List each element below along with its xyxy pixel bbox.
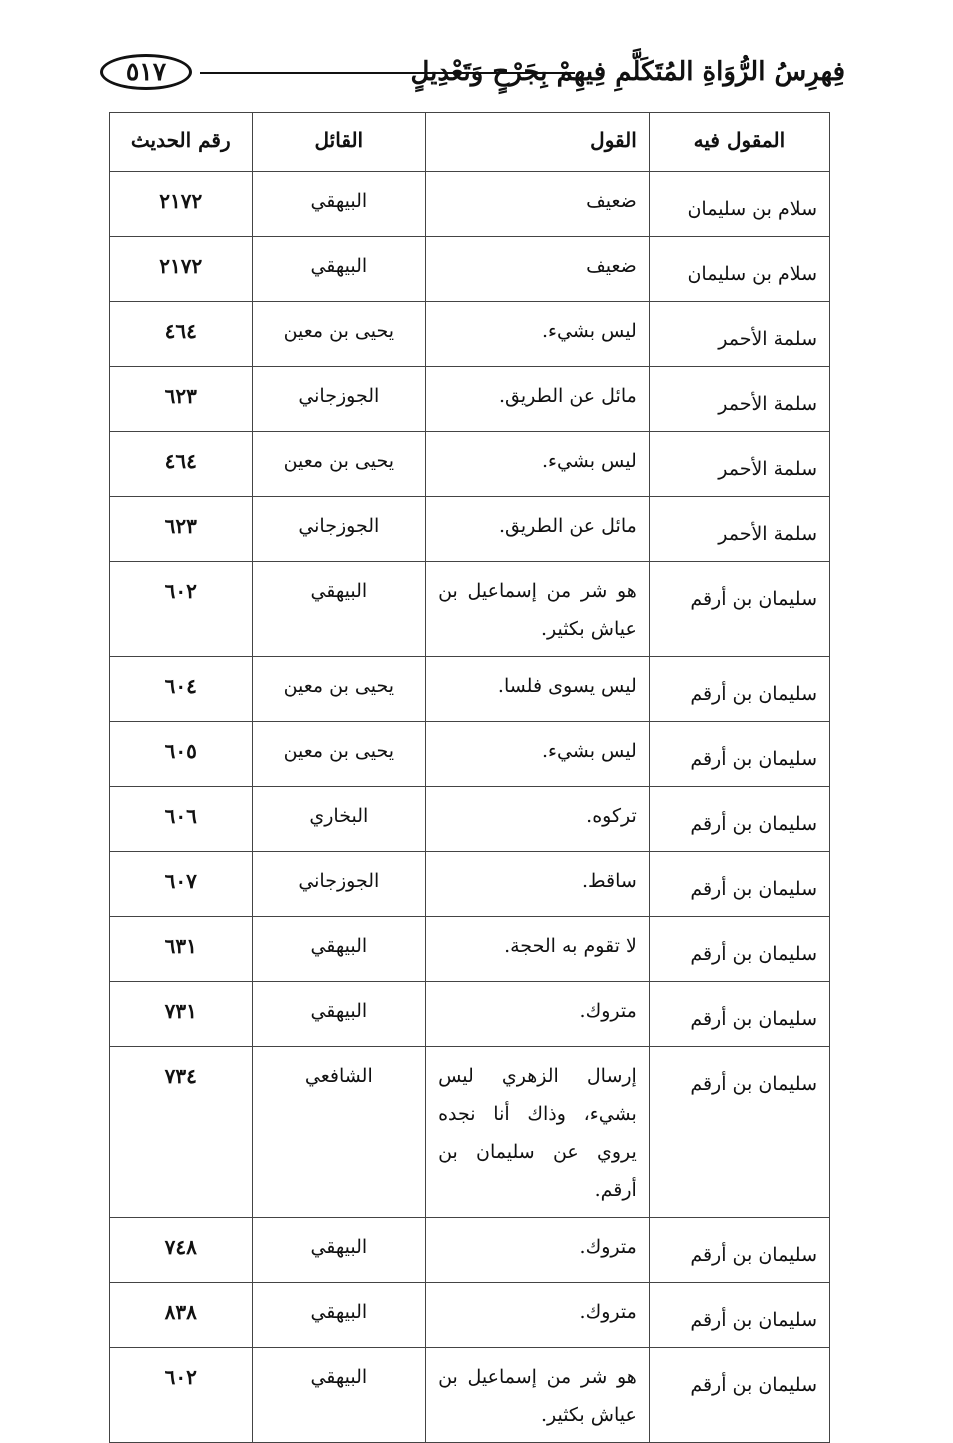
subject-cell: سليمان بن أرقم: [649, 722, 829, 787]
saying-cell: ليس يسوى فلسا.: [426, 657, 650, 722]
table-row: [110, 1283, 830, 1348]
subject-cell: سليمان بن أرقم: [649, 982, 829, 1047]
speaker-cell: البيهقي: [252, 982, 426, 1047]
subject-cell: سليمان بن أرقم: [649, 1047, 829, 1218]
hadith-number-cell: ٦٢٣: [110, 367, 253, 432]
subject-cell: سلمة الأحمر: [649, 367, 829, 432]
hadith-number-cell: ٤٦٤: [110, 302, 253, 367]
speaker-cell: يحيى بن معين: [252, 657, 426, 722]
hadith-number-cell: ٦٠٢: [110, 562, 253, 657]
hadith-number-cell: ٢١٧٢: [110, 237, 253, 302]
saying-cell: ضعيف: [426, 172, 650, 237]
table-row: [110, 1218, 830, 1283]
saying-cell: ليس بشيء.: [426, 302, 650, 367]
hadith-number-cell: ٧٣٤: [110, 1047, 253, 1218]
speaker-cell: يحيى بن معين: [252, 722, 426, 787]
speaker-cell: البيهقي: [252, 237, 426, 302]
page-title: فِهرِسُ الرُّوَاةِ المُتَكَلَّمِ فِيهِمْ بِجَرْحٍ وَتَعْدِيلٍ: [410, 57, 845, 87]
saying-cell: هو شر من إسماعيل بن عياش بكثير.: [426, 562, 650, 657]
table-body: [110, 172, 830, 1443]
table-row: [110, 917, 830, 982]
table-row: [110, 172, 830, 237]
hadith-number-cell: ٦٠٤: [110, 657, 253, 722]
subject-cell: سلام بن سليمان: [649, 237, 829, 302]
saying-cell: متروك.: [426, 1283, 650, 1348]
subject-cell: سليمان بن أرقم: [649, 1283, 829, 1348]
speaker-cell: البيهقي: [252, 562, 426, 657]
subject-cell: سليمان بن أرقم: [649, 917, 829, 982]
subject-cell: سلمة الأحمر: [649, 432, 829, 497]
saying-cell: ليس بشيء.: [426, 432, 650, 497]
table-row: [110, 852, 830, 917]
saying-cell: مائل عن الطريق.: [426, 497, 650, 562]
column-header-hadith-number: رقم الحديث: [110, 113, 253, 172]
subject-cell: سليمان بن أرقم: [649, 852, 829, 917]
page-header: [100, 52, 845, 96]
speaker-cell: الشافعي: [252, 1047, 426, 1218]
subject-cell: سلام بن سليمان: [649, 172, 829, 237]
hadith-number-cell: ٦٠٥: [110, 722, 253, 787]
saying-cell: تركوه.: [426, 787, 650, 852]
table-row: [110, 302, 830, 367]
subject-cell: سليمان بن أرقم: [649, 787, 829, 852]
table-row: [110, 562, 830, 657]
table-row: [110, 982, 830, 1047]
saying-cell: هو شر من إسماعيل بن عياش بكثير.: [426, 1348, 650, 1443]
saying-cell: لا تقوم به الحجة.: [426, 917, 650, 982]
speaker-cell: البيهقي: [252, 1348, 426, 1443]
subject-cell: سليمان بن أرقم: [649, 562, 829, 657]
table-header-row: [110, 113, 830, 172]
subject-cell: سلمة الأحمر: [649, 497, 829, 562]
speaker-cell: البيهقي: [252, 1218, 426, 1283]
table-row: [110, 657, 830, 722]
hadith-number-cell: ٦٠٧: [110, 852, 253, 917]
hadith-number-cell: ٦٢٣: [110, 497, 253, 562]
saying-cell: متروك.: [426, 982, 650, 1047]
hadith-number-cell: ٢١٧٢: [110, 172, 253, 237]
table-row: [110, 1047, 830, 1218]
saying-cell: متروك.: [426, 1218, 650, 1283]
hadith-number-cell: ٤٦٤: [110, 432, 253, 497]
speaker-cell: البخاري: [252, 787, 426, 852]
table-row: [110, 722, 830, 787]
table-row: [110, 787, 830, 852]
subject-cell: سليمان بن أرقم: [649, 657, 829, 722]
column-header-saying: القول: [426, 113, 650, 172]
hadith-number-cell: ٨٣٨: [110, 1283, 253, 1348]
hadith-number-cell: ٦٠٢: [110, 1348, 253, 1443]
saying-cell: ضعيف: [426, 237, 650, 302]
subject-cell: سليمان بن أرقم: [649, 1218, 829, 1283]
hadith-number-cell: ٦٠٦: [110, 787, 253, 852]
subject-cell: سلمة الأحمر: [649, 302, 829, 367]
speaker-cell: الجوزجاني: [252, 852, 426, 917]
page-number: ٥١٧: [100, 54, 192, 90]
speaker-cell: البيهقي: [252, 172, 426, 237]
hadith-number-cell: ٦٣١: [110, 917, 253, 982]
saying-cell: ليس بشيء.: [426, 722, 650, 787]
speaker-cell: البيهقي: [252, 1283, 426, 1348]
speaker-cell: البيهقي: [252, 917, 426, 982]
table-row: [110, 1348, 830, 1443]
table-row: [110, 432, 830, 497]
table-row: [110, 497, 830, 562]
table-row: [110, 237, 830, 302]
narrators-index-table: [109, 112, 830, 1443]
hadith-number-cell: ٧٣١: [110, 982, 253, 1047]
subject-cell: سليمان بن أرقم: [649, 1348, 829, 1443]
saying-cell: إرسال الزهري ليس بشيء، وذاك أنا نجده يروي عن سليمان بن أرقم.: [426, 1047, 650, 1218]
column-header-subject: المقول فيه: [649, 113, 829, 172]
saying-cell: ساقط.: [426, 852, 650, 917]
table-row: [110, 367, 830, 432]
speaker-cell: يحيى بن معين: [252, 302, 426, 367]
saying-cell: مائل عن الطريق.: [426, 367, 650, 432]
hadith-number-cell: ٧٤٨: [110, 1218, 253, 1283]
speaker-cell: يحيى بن معين: [252, 432, 426, 497]
speaker-cell: الجوزجاني: [252, 497, 426, 562]
speaker-cell: الجوزجاني: [252, 367, 426, 432]
column-header-speaker: القائل: [252, 113, 426, 172]
